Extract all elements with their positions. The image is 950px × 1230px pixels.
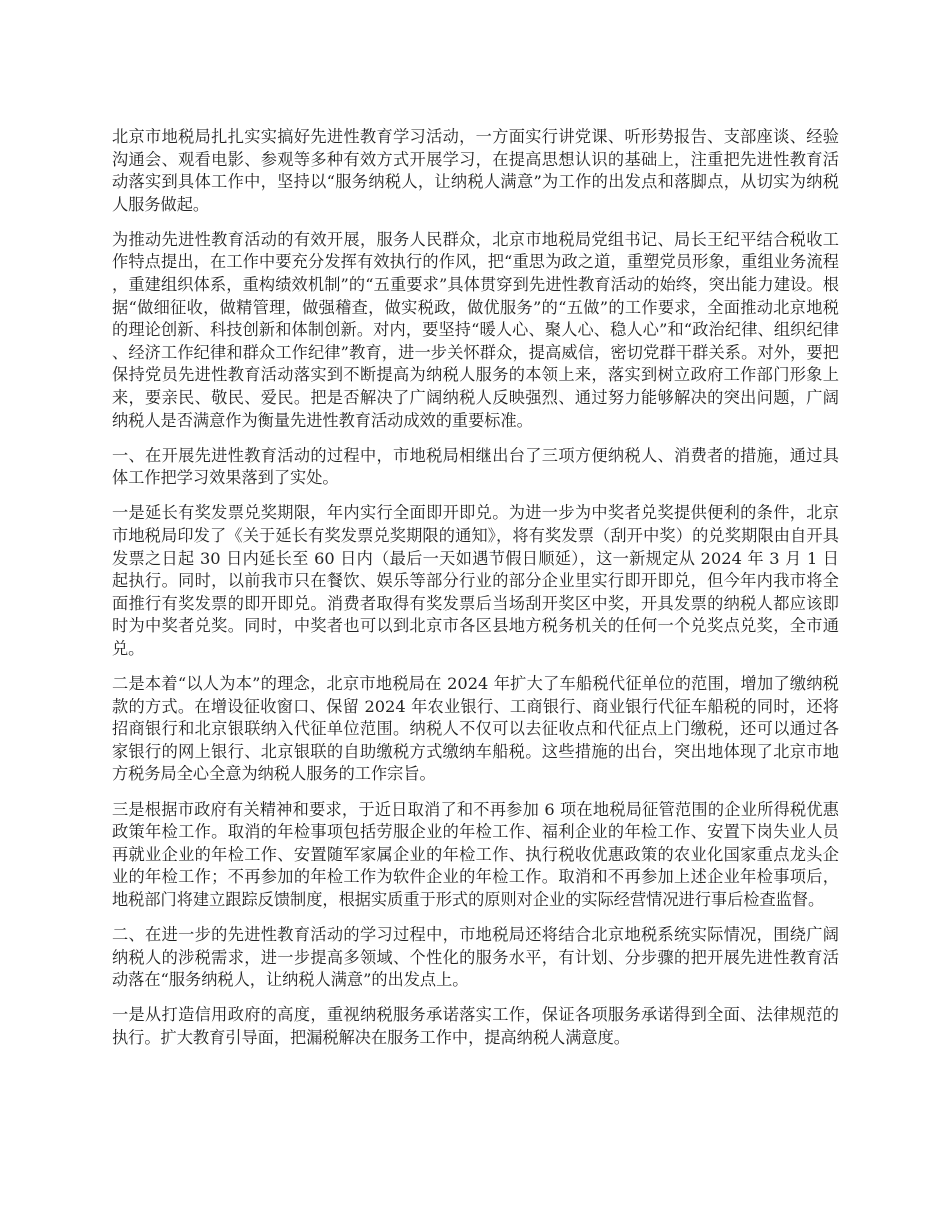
paragraph-6: 三是根据市政府有关精神和要求，于近日取消了和不再参加 6 项在地税局征管范围的企业所得税优惠政策年检工作。取消的年检事项包括劳服企业的年检工作、福利企业的年检工作、安置下岗失业人员再就业企业的年检工作、安置随军家属企业的年检工作、执行税收优惠政策的农业化国家重点龙头企业的年检工作；不再参加的年检工作为软件企业的年检工作。取消和不再参加上述企业年检事项后，地税部门将建立跟踪反馈制度，根据实质重于形式的原则对企业的实际经营情况进行事后检查监督。 (112, 799, 839, 909)
paragraph-4: 一是延长有奖发票兑奖期限，年内实行全面即开即兑。为进一步为中奖者兑奖提供便利的条件，北京市地税局印发了《关于延长有奖发票兑奖期限的通知》，将有奖发票（刮开中奖）的兑奖期限由自开具发票之日起 30 日内延长至 60 日内（最后一天如遇节假日顺延），这一新规定从 2024 年 3 月 1 日起执行。同时，以前我市只在餐饮、娱乐等部分行业的部分企业里实行即开即兑，但今年内我市将全面推行有奖发票的即开即兑。消费者取得有奖发票后当场刮开奖区中奖，开具发票的纳税人都应该即时为中奖者兑奖。同时，中奖者也可以到北京市各区县地方税务机关的任何一个兑奖点兑奖，全市通兑。 (112, 503, 839, 658)
paragraph-2: 为推动先进性教育活动的有效开展，服务人民群众，北京市地税局党组书记、局长王纪平结合税收工作特点提出，在工作中要充分发挥有效执行的作风，把“重思为政之道，重塑党员形象，重组业务流程，重建组织体系，重构绩效机制”的“五重要求”具体贯穿到先进性教育活动的始终，突出能力建设。根据“做细征收，做精管理，做强稽查，做实税政，做优服务”的“五做”的工作要求，全面推动北京地税的理论创新、科技创新和体制创新。对内，要坚持“暖人心、聚人心、稳人心”和“政治纪律、组织纪律、经济工作纪律和群众工作纪律”教育，进一步关怀群众，提高威信，密切党群干群关系。对外，要把保持党员先进性教育活动落实到不断提高为纳税人服务的本领上来，落实到树立政府工作部门形象上来，要亲民、敬民、爱民。把是否解决了广阔纳税人反映强烈、通过努力能够解决的突出问题，广阔纳税人是否满意作为衡量先进性教育活动成效的重要标准。 (112, 229, 839, 430)
paragraph-5: 二是本着“以人为本”的理念，北京市地税局在 2024 年扩大了车船税代征单位的范围，增加了缴纳税款的方式。在增设征收窗口、保留 2024 年农业银行、工商银行、商业银行代征车船税的同时，还将招商银行和北京银联纳入代征单位范围。纳税人不仅可以去征收点和代征点上门缴税，还可以通过各家银行的网上银行、北京银联的自助缴税方式缴纳车船税。这些措施的出台，突出地体现了北京市地方税务局全心全意为纳税人服务的工作宗旨。 (112, 674, 839, 784)
paragraph-8: 一是从打造信用政府的高度，重视纳税服务承诺落实工作，保证各项服务承诺得到全面、法律规范的执行。扩大教育引导面，把漏税解决在服务工作中，提高纳税人满意度。 (112, 1005, 839, 1047)
paragraph-3: 一、在开展先进性教育活动的过程中，市地税局相继出台了三项方便纳税人、消费者的措施，通过具体工作把学习效果落到了实处。 (112, 445, 839, 488)
paragraph-7: 二、在进一步的先进性教育活动的学习过程中，市地税局还将结合北京地税系统实际情况，围绕广阔纳税人的涉税需求，进一步提高多领域、个性化的服务水平，有计划、分步骤的把开展先进性教育活动落在“服务纳税人，让纳税人满意”的出发点上。 (112, 925, 839, 990)
document-body (112, 126, 839, 1062)
paragraph-1: 北京市地税局扎扎实实搞好先进性教育学习活动，一方面实行讲党课、听形势报告、支部座谈、经验沟通会、观看电影、参观等多种有效方式开展学习，在提高思想认识的基础上，注重把先进性教育活动落实到具体工作中，坚持以“服务纳税人，让纳税人满意”为工作的出发点和落脚点，从切实为纳税人服务做起。 (112, 127, 839, 214)
